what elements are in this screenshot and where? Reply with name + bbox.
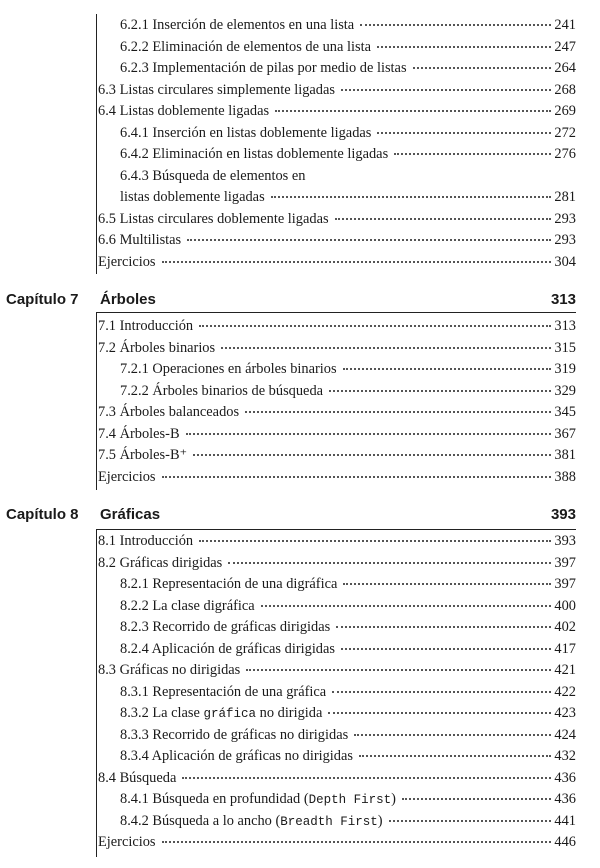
page-number: 436 xyxy=(554,769,576,786)
toc-entry[interactable] xyxy=(120,597,576,615)
chapter-number: Capítulo 7 xyxy=(6,291,79,308)
page-number: 424 xyxy=(554,726,576,743)
chapter-rule xyxy=(96,529,576,530)
title-text: 8.3.2 La clase xyxy=(120,705,204,721)
dot-leader xyxy=(275,109,551,112)
toc-entry[interactable] xyxy=(120,124,576,142)
toc-entry-title: 8.3 Gráficas no dirigidas xyxy=(98,662,241,678)
toc-entry[interactable] xyxy=(98,81,576,99)
page-number: 388 xyxy=(554,468,576,485)
toc-entry[interactable] xyxy=(120,145,576,163)
page-number: 269 xyxy=(554,103,576,119)
toc-entry[interactable] xyxy=(98,425,576,443)
toc-entry[interactable] xyxy=(98,253,576,271)
toc-entry-title: 8.2.2 La clase digráfica xyxy=(120,597,255,614)
toc-entry[interactable] xyxy=(98,661,576,679)
title-text: 8.4.1 Búsqueda en profundidad ( xyxy=(120,791,309,807)
page-number: 272 xyxy=(554,124,576,141)
dot-leader xyxy=(389,819,552,822)
toc-rule xyxy=(96,529,97,857)
toc-entry-title xyxy=(120,790,396,809)
toc-entry-title: 7.1 Introducción xyxy=(98,318,194,334)
toc-entry-title: 8.2.1 Representación de una digráfica xyxy=(120,576,338,592)
page-number: 397 xyxy=(554,576,576,592)
toc-entry-title: Ejercicios xyxy=(98,834,156,850)
toc-entry-title: 6.4.2 Eliminación en listas doblemente ligadas xyxy=(120,146,389,162)
toc-entry[interactable] xyxy=(120,382,576,400)
dot-leader xyxy=(336,625,551,628)
chapter-title: Gráficas xyxy=(100,506,161,523)
title-text: no dirigida xyxy=(256,705,323,721)
page-number: 293 xyxy=(554,232,576,248)
toc-entry-title: 7.4 Árboles-B xyxy=(98,425,180,442)
page-number: 397 xyxy=(554,554,576,571)
toc-entry-title: 8.4 Búsqueda xyxy=(98,769,177,786)
dot-leader xyxy=(187,238,551,241)
toc-entry-title: 6.4.1 Inserción en listas doblemente ligadas xyxy=(120,124,372,141)
dot-leader xyxy=(394,152,551,155)
toc-entry[interactable] xyxy=(120,188,576,206)
toc-entry-title: 6.4 Listas doblemente ligadas xyxy=(98,103,270,119)
dot-leader xyxy=(245,410,551,413)
page-number: 268 xyxy=(554,81,576,98)
toc-entry[interactable] xyxy=(120,59,576,77)
toc-entry[interactable] xyxy=(98,833,576,851)
page-number: 432 xyxy=(554,748,576,764)
toc-entry-title: 6.2.2 Eliminación de elementos de una lista xyxy=(120,38,371,55)
page-number: 319 xyxy=(554,361,576,377)
toc-entry-title: 8.1 Introducción xyxy=(98,533,194,549)
toc-entry[interactable] xyxy=(120,683,576,701)
toc-entry-title: 7.2.1 Operaciones en árboles binarios xyxy=(120,361,337,377)
toc-entry-title: 7.2 Árboles binarios xyxy=(98,339,216,356)
page-number: 446 xyxy=(554,834,576,850)
page-number: 241 xyxy=(554,17,576,33)
page-number: 345 xyxy=(554,404,576,420)
toc-entry[interactable] xyxy=(120,575,576,593)
dot-leader xyxy=(271,195,552,198)
dot-leader xyxy=(228,561,551,564)
title-text: ) xyxy=(391,791,396,807)
page-number: 281 xyxy=(554,189,576,205)
toc-entry-title: 7.2.2 Árboles binarios de búsqueda xyxy=(120,382,324,399)
page-number: 441 xyxy=(554,812,576,829)
toc-rule xyxy=(96,14,97,274)
toc-entry[interactable] xyxy=(120,812,576,831)
toc-entry[interactable] xyxy=(120,38,576,56)
page-number: 276 xyxy=(554,146,576,162)
toc-entry[interactable] xyxy=(98,468,576,486)
toc-entry-title: 6.4.3 Búsqueda de elementos en xyxy=(120,167,306,184)
dot-leader xyxy=(261,604,552,607)
toc-entry-title: 7.3 Árboles balanceados xyxy=(98,404,240,420)
toc-rule xyxy=(96,312,97,490)
dot-leader xyxy=(162,260,552,263)
code-term: gráfica xyxy=(203,707,257,721)
chapter-rule xyxy=(96,312,576,313)
toc-entry[interactable] xyxy=(98,102,576,120)
dot-leader xyxy=(332,690,551,693)
dot-leader xyxy=(343,367,552,370)
title-text: ) xyxy=(377,812,383,829)
page-number: 421 xyxy=(554,662,576,678)
toc-entry[interactable] xyxy=(120,704,576,723)
toc-entry-title: 8.3.4 Aplicación de gráficas no dirigidas xyxy=(120,748,353,764)
dot-leader xyxy=(354,733,551,736)
page-number: 329 xyxy=(554,382,576,399)
dot-leader xyxy=(221,346,551,349)
toc-entry[interactable] xyxy=(120,16,576,34)
toc-entry[interactable] xyxy=(98,210,576,228)
page-number: 402 xyxy=(554,619,576,635)
toc-entry-title xyxy=(120,704,322,723)
dot-leader xyxy=(413,66,552,69)
dot-leader xyxy=(402,797,551,800)
page-number: 304 xyxy=(554,253,576,270)
toc-entry[interactable] xyxy=(98,403,576,421)
dot-leader xyxy=(246,668,551,671)
code-term: Breadth First xyxy=(280,814,378,829)
page-number: 393 xyxy=(554,533,576,549)
dot-leader xyxy=(162,840,552,843)
toc-entry-title xyxy=(120,812,383,831)
toc-entry-title: Ejercicios xyxy=(98,253,156,270)
toc-entry[interactable] xyxy=(120,790,576,809)
toc-entry-title: 6.5 Listas circulares doblemente ligadas xyxy=(98,210,329,227)
toc-entry-title: 6.2.3 Implementación de pilas por medio de listas xyxy=(120,60,407,76)
page-number: 422 xyxy=(554,683,576,700)
toc-entry-title: 6.3 Listas circulares simplemente ligadas xyxy=(98,81,335,98)
toc-entry-title: 7.5 Árboles-B⁺ xyxy=(98,447,188,463)
toc-entry-title: 6.6 Multilistas xyxy=(98,232,182,248)
toc-entry-title: 8.2.4 Aplicación de gráficas dirigidas xyxy=(120,640,335,657)
page-number: 264 xyxy=(554,60,576,76)
page-number: 417 xyxy=(554,640,576,657)
dot-leader xyxy=(377,131,551,134)
page-number: 367 xyxy=(554,425,576,442)
page-number: 381 xyxy=(554,447,576,463)
dot-leader xyxy=(199,324,551,327)
page-number: 315 xyxy=(554,339,576,356)
toc-entry[interactable] xyxy=(120,360,576,378)
dot-leader xyxy=(377,45,551,48)
dot-leader xyxy=(341,647,551,650)
chapter-page: 393 xyxy=(550,506,576,523)
dot-leader xyxy=(186,432,552,435)
dot-leader xyxy=(335,217,552,220)
dot-leader xyxy=(343,582,551,585)
dot-leader xyxy=(162,475,552,478)
toc-entry[interactable] xyxy=(98,769,576,787)
toc-entry[interactable] xyxy=(120,167,576,185)
dot-leader xyxy=(193,453,551,456)
toc-entry[interactable] xyxy=(98,554,576,572)
page-number: 436 xyxy=(554,791,576,807)
toc-entry[interactable] xyxy=(120,640,576,658)
page-number: 400 xyxy=(554,597,576,614)
toc-entry[interactable] xyxy=(98,317,576,335)
toc-entry-title: Ejercicios xyxy=(98,468,156,485)
toc-entry-title: 6.2.1 Inserción de elementos en una lista xyxy=(120,17,355,33)
toc-entry-title: 8.3.3 Recorrido de gráficas no dirigidas xyxy=(120,726,349,743)
toc-entry-title: 8.3.1 Representación de una gráfica xyxy=(120,683,327,700)
dot-leader xyxy=(182,776,551,779)
toc-entry[interactable] xyxy=(98,532,576,550)
chapter-page: 313 xyxy=(550,291,576,308)
toc-entry[interactable] xyxy=(120,747,576,765)
page-number: 247 xyxy=(554,38,576,55)
toc-entry[interactable] xyxy=(98,231,576,249)
dot-leader xyxy=(359,754,551,757)
chapter-title: Árboles xyxy=(100,291,156,308)
toc-entry-title: listas doblemente ligadas xyxy=(120,189,265,205)
dot-leader xyxy=(199,539,551,542)
toc-entry[interactable] xyxy=(98,446,576,464)
chapter-number: Capítulo 8 xyxy=(6,506,79,523)
title-text: 8.4.2 Búsqueda a lo ancho ( xyxy=(120,812,281,829)
toc-entry[interactable] xyxy=(120,618,576,636)
code-term: Depth First xyxy=(308,793,392,807)
page-number: 293 xyxy=(554,210,576,227)
toc-entry-title: 8.2.3 Recorrido de gráficas dirigidas xyxy=(120,619,331,635)
toc-entry[interactable] xyxy=(120,726,576,744)
dot-leader xyxy=(328,711,551,714)
dot-leader xyxy=(360,23,551,26)
toc-entry-title: 8.2 Gráficas dirigidas xyxy=(98,554,223,571)
page-number: 313 xyxy=(554,318,576,334)
dot-leader xyxy=(329,389,551,392)
dot-leader xyxy=(341,88,551,91)
toc-entry[interactable] xyxy=(98,339,576,357)
page-number: 423 xyxy=(554,705,576,721)
